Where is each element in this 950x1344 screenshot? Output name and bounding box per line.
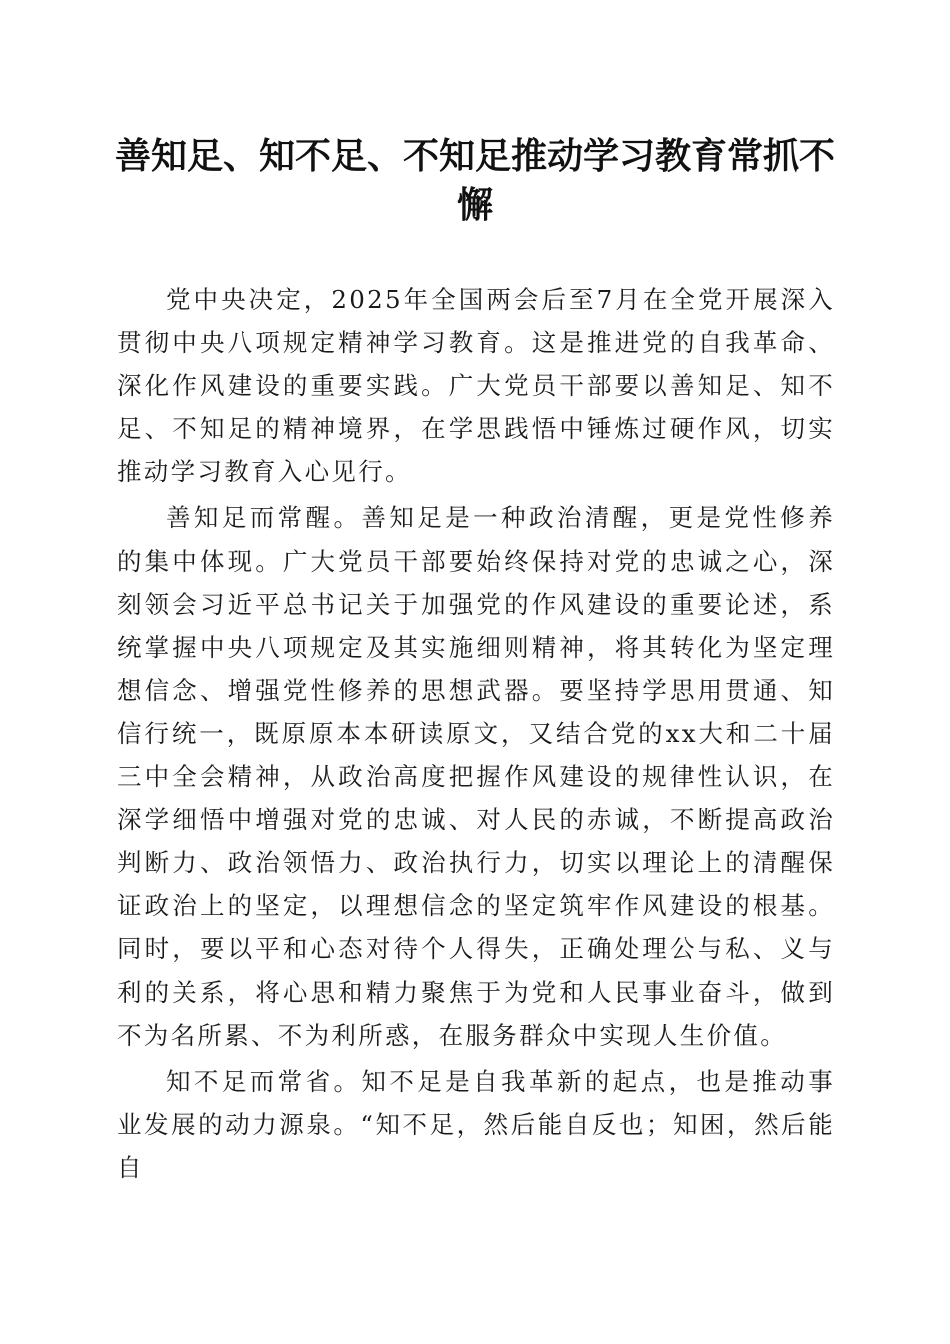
document-body [117,278,835,1192]
paragraph-section-1: 善知足而常醒。善知足是一种政治清醒，更是党性修养的集中体现。广大党员干部要始终保持对党的忠诚之心，深刻领会习近平总书记关于加强党的作风建设的重要论述，系统掌握中央八项规定及其实施细则精神，将其转化为坚定理想信念、增强党性修养的思想武器。要坚持学思用贯通、知信行统一，既原原本本研读原文，又结合党的xx大和二十届三中全会精神，从政治高度把握作风建设的规律性认识，在深学细悟中增强对党的忠诚、对人民的赤诚，不断提高政治判断力、政治领悟力、政治执行力，切实以理论上的清醒保证政治上的坚定，以理想信念的坚定筑牢作风建设的根基。同时，要以平和心态对待个人得失，正确处理公与私、义与利的关系，将心思和精力聚焦于为党和人民事业奋斗，做到不为名所累、不为利所惑，在服务群众中实现人生价值。 [117,503,835,1050]
paragraph-section-2: 知不足而常省。知不足是自我革新的起点，也是推动事业发展的动力源泉。“知不足，然后能自反也；知困，然后能自 [117,1066,835,1182]
paragraph-intro: 党中央决定，2025年全国两会后至7月在全党开展深入贯彻中央八项规定精神学习教育。这是推进党的自我革命、深化作风建设的重要实践。广大党员干部要以善知足、知不足、不知足的精神境界，在学思践悟中锤炼过硬作风，切实推动学习教育入心见行。 [117,285,835,487]
document-title: 善知足、知不足、不知足推动学习教育常抓不懈 [114,135,835,226]
